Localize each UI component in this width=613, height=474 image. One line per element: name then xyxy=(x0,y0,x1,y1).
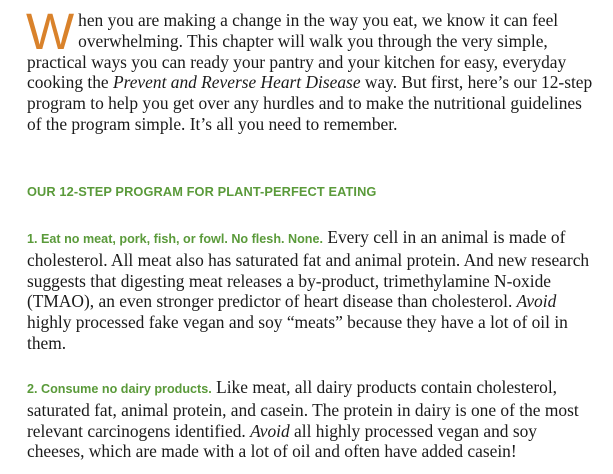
step-2-text-part-1: Like meat, all dairy products contain cholesterol, saturated fat, animal protein, and casein. The protein in dairy is one of the most relevant carcinogens identified. xyxy=(27,377,579,441)
step-1-lead: 1. Eat no meat, pork, fish, or fowl. No flesh. None. xyxy=(27,232,323,246)
step-2-text-part-2: all highly processed vegan and soy cheeses, which are made with a lot of oil and often have added casein! xyxy=(27,420,537,462)
step-item-2 xyxy=(27,377,593,462)
intro-text-part-1: hen you are making a change in the way you eat, we know it can feel overwhelming. This chapter will walk you through the very simple, practical ways you can ready your pantry and your kitchen for easy, everyday cooking the xyxy=(27,10,567,93)
section-heading: OUR 12-STEP PROGRAM FOR PLANT-PERFECT EATING xyxy=(27,184,377,199)
book-title: Prevent and Reverse Heart Disease xyxy=(112,72,361,93)
step-1-emphasis: Avoid xyxy=(516,291,557,312)
drop-cap: W xyxy=(26,3,75,60)
intro-paragraph xyxy=(27,0,593,135)
book-page xyxy=(26,0,593,462)
step-2-lead: 2. Consume no dairy products. xyxy=(27,382,212,396)
intro-text-part-2: way. But first, here’s our 12-step program to help you get over any hurdles and to make the nutritional guidelines of the program simple. It’s all you need to remember. xyxy=(27,72,593,134)
step-1-text-part-2: highly processed fake vegan and soy “meats” because they have a lot of oil in them. xyxy=(27,312,568,353)
step-1-text-part-1: Every cell in an animal is made of cholesterol. All meat also has saturated fat and animal protein. And new research suggests that digesting meat releases a by-product, trimethylamine N-oxide (TMAO), an even stronger predictor of heart disease than cholesterol. xyxy=(27,227,590,312)
step-item-1 xyxy=(27,227,593,354)
step-2-emphasis: Avoid xyxy=(250,420,290,441)
